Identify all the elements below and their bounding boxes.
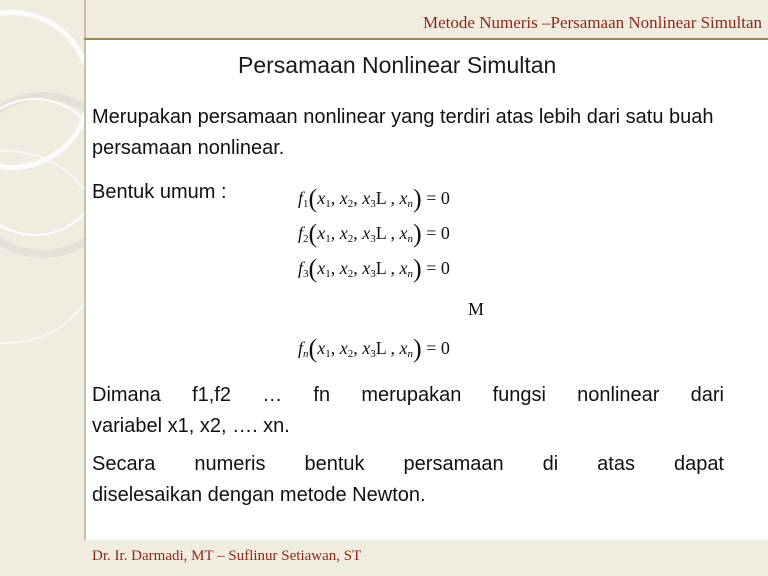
vertical-ellipsis: M: [468, 299, 485, 319]
paragraph-general-form-label: Bentuk umum :: [92, 181, 227, 203]
paragraph-definition: Merupakan persamaan nonlinear yang terdiri atas lebih dari satu buah persamaan nonlinear.: [92, 106, 714, 159]
header-divider: [84, 38, 768, 40]
header-title: Metode Numeris –Persamaan Nonlinear Simultan: [423, 13, 762, 32]
paragraph-method-line: diselesaikan dengan metode Newton.: [92, 484, 426, 506]
slide-title: Persamaan Nonlinear Simultan: [238, 52, 557, 78]
equation-row: $f_2(x_1$, $x_2$, $x_3L$ , $x_n) = 0$: [298, 219, 450, 248]
paragraph-explanation-line: Dimana f1,f2 … fn merupakan fungsi nonlinear dari: [92, 384, 724, 406]
paragraph-method-line: Secara numeris bentuk persamaan di atas dapat: [92, 453, 724, 475]
decorative-ring: [0, 98, 84, 236]
equation-row: $f_n(x_1$, $x_2$, $x_3L$ , $x_n) = 0$: [298, 334, 450, 363]
equation-row: $f_1(x_1$, $x_2$, $x_3L$ , $x_n) = 0$: [298, 184, 450, 213]
vertical-divider: [84, 0, 86, 576]
left-decorative-band: [0, 0, 84, 576]
equation-row: $f_3(x_1$, $x_2$, $x_3L$ , $x_n) = 0$: [298, 254, 450, 283]
paragraph-explanation-line: variabel x1, x2, …. xn.: [92, 415, 290, 437]
footer-authors: Dr. Ir. Darmadi, MT – Suflinur Setiawan, ST: [92, 548, 362, 564]
